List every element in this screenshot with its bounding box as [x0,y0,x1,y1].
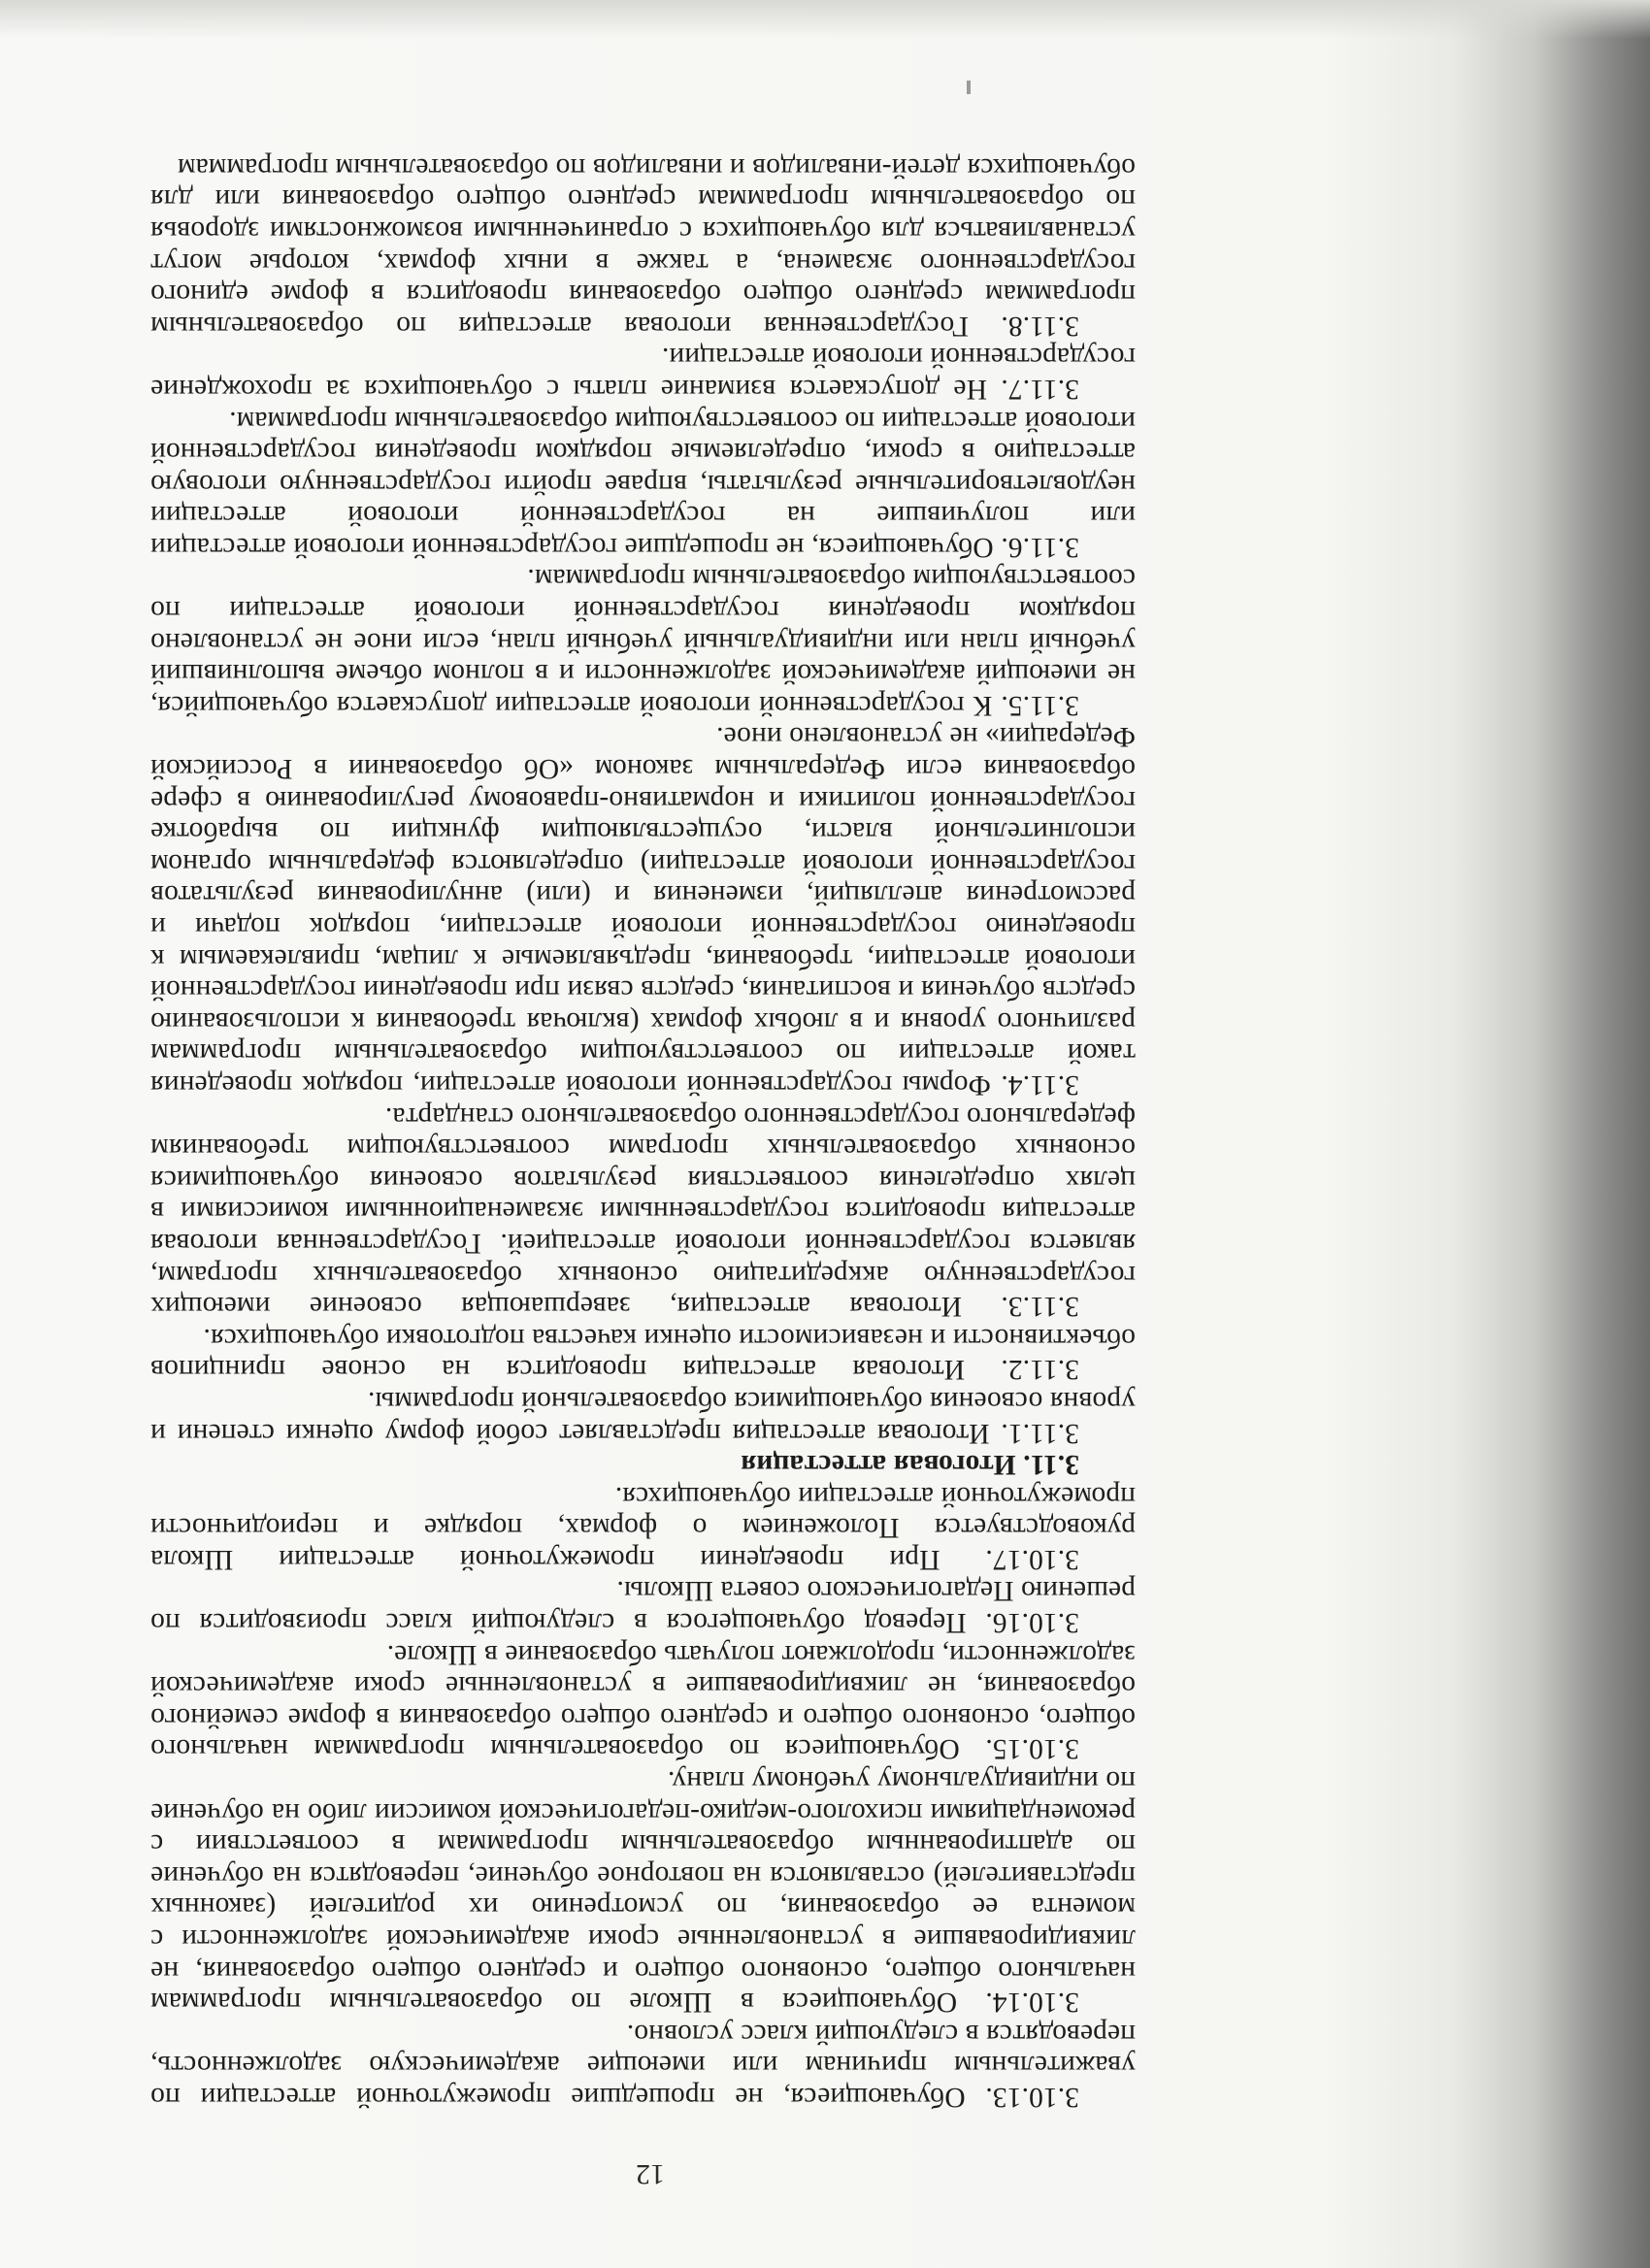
paragraph-3-10-14: 3.10.14. Обучающиеся в Школе по образовательным программам начального общего, основного общего и среднего общего образования, не ликвидировавшие в установленные сроки академической задолженности с момента ее образования, по усмотрению их родителей (законных представителей) оставляются на повторное обучение, переводятся на обучение по адаптированным образовательным программам в соответствии с рекомендациями психолого-медико-педагогической комиссии либо на обучение по индивидуальному учебному плану. [150,1765,1136,2019]
page-number: 12 [636,2158,665,2190]
paragraph-3-11-5: 3.11.5. К государственной итоговой аттестации допускается обучающийся, не имеющий академической задолженности и в полном объеме выполнивший учебный план или индивидуальный учебный план, если иное не установлено порядком проведения государственной итоговой аттестации по соответствующим образовательным программам. [150,563,1136,721]
paragraph-3-11-4: 3.11.4. Формы государственной итоговой аттестации, порядок проведения такой аттестации по соответствующим образовательным программам различного уровня и в любых формах (включая требования к использованию средств обучения и воспитания, средств связи при проведении государственной итоговой аттестации, требования, предъявляемые к лицам, привлекаемым к проведению государственной итоговой аттестации, порядок подачи и рассмотрения апелляций, изменения и (или) аннулирования результатов государственной итоговой аттестации) определяются федеральным органом исполнительной власти, осуществляющим функции по выработке государственной политики и нормативно-правовому регулированию в сфере образования если Федеральным законом «Об образовании в Российской Федерации» не установлено иное. [150,721,1136,1101]
paragraph-3-10-16: 3.10.16. Перевод обучающегося в следующий класс производится по решению Педагогического совета Школы. [150,1575,1136,1639]
paragraph-3-11-7: 3.11.7. Не допускается взимание платы с обучающихся за прохождение государственной итоговой аттестации. [150,342,1136,405]
section-heading-final-attestation: 3.11. Итоговая аттестация [741,1449,1079,1481]
paragraph-3-11-8: 3.11.8. Государственная итоговая аттестация по образовательным программам среднего общего образования проводится в форме единого государственного экзамена, а также в иных формах, которые могут устанавливаться для обучающихся с ограниченными возможностями здоровья по образовательным программам среднего общего образования или для обучающихся детей-инвалидов и инвалидов по образовательным программам [150,151,1136,342]
document-body [150,151,1136,2113]
paragraph-3-10-15: 3.10.15. Обучающиеся по образовательным программам начального общего, основного общего и среднего общего образования в форме семейного образования, не ликвидировавшие в установленные сроки академической задолженности, продолжают получать образование в Школе. [150,1638,1136,1765]
paragraph-3-10-13: 3.10.13. Обучающиеся, не прошедшие промежуточной аттестации по уважительным причинам или имеющие академическую задолженность, переводятся в следующий класс условно. [150,2018,1136,2113]
paragraph-3-11-3: 3.11.3. Итоговая аттестация, завершающая освоение имеющих государственную аккредитацию основных образовательных программ, является государственной итоговой аттестацией. Государственная итоговая аттестация проводится государственными экзаменационными комиссиями в целях определения соответствия результатов освоения обучающимися основных образовательных программ соответствующим требованиям федерального государственного образовательного стандарта. [150,1101,1136,1323]
scan-artifact-mark [967,81,971,94]
paragraph-3-11-2: 3.11.2. Итоговая аттестация проводится на основе принципов объективности и независимости оценки качества подготовки обучающихся. [150,1322,1136,1386]
paragraph-3-10-17: 3.10.17. При проведении промежуточной аттестации Школа руководствуется Положением о формах, порядке и периодичности промежуточной аттестации обучающихся. [150,1480,1136,1575]
paragraph-3-11-1: 3.11.1. Итоговая аттестация представляет собой форму оценки степени и уровня освоения обучающимися образовательной программы. [150,1385,1136,1449]
paragraph-3-11-6: 3.11.6. Обучающиеся, не прошедшие государственной итоговой аттестации или получившие на государственной итоговой аттестации неудовлетворительные результаты, вправе пройти государственную итоговую аттестацию в сроки, определяемые порядком проведения государственной итоговой аттестации по соответствующим образовательным программам. [150,405,1136,563]
